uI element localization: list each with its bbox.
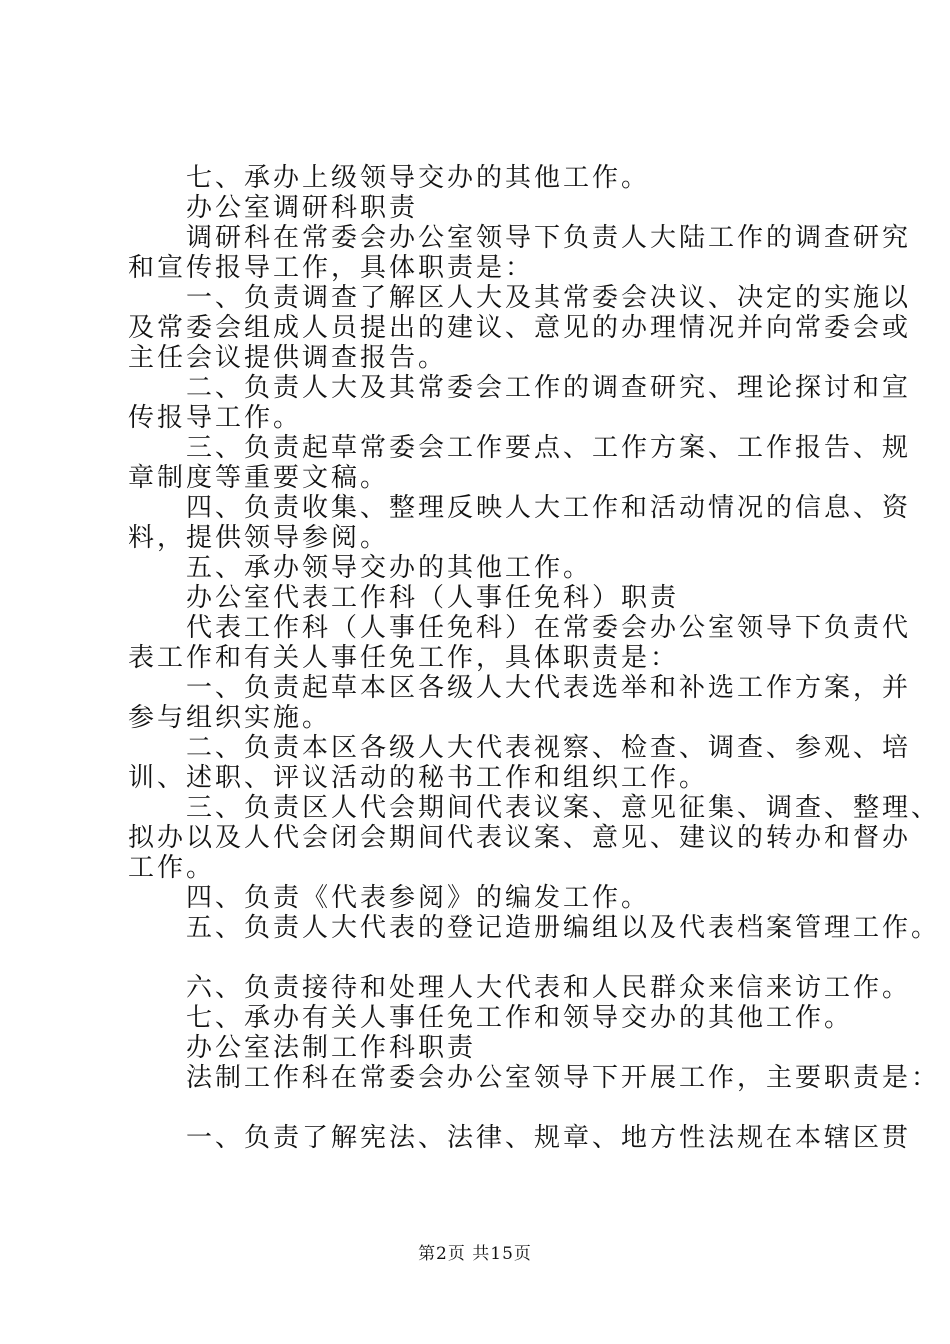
text-line: 工作。 xyxy=(128,853,216,883)
text-line: 表工作和有关人事任免工作，具体职责是： xyxy=(128,643,680,673)
text-line: 和宣传报导工作，具体职责是： xyxy=(128,253,535,283)
text-line: 二、负责本区各级人大代表视察、检查、调查、参观、培 xyxy=(128,733,912,763)
document-body xyxy=(128,163,941,1153)
text-line: 传报导工作。 xyxy=(128,403,303,433)
text-line: 三、负责起草常委会工作要点、工作方案、工作报告、规 xyxy=(128,433,912,463)
text-line: 料，提供领导参阅。 xyxy=(128,523,390,553)
text-line: 五、承办领导交办的其他工作。 xyxy=(128,553,593,583)
text-line: 拟办以及人代会闭会期间代表议案、意见、建议的转办和督办 xyxy=(128,823,912,853)
text-line: 四、负责收集、整理反映人大工作和活动情况的信息、资 xyxy=(128,493,912,523)
text-line: 五、负责人大代表的登记造册编组以及代表档案管理工作。 xyxy=(128,913,941,943)
text-line: 代表工作科（人事任免科）在常委会办公室领导下负责代 xyxy=(128,613,912,643)
text-line: 调研科在常委会办公室领导下负责人大陆工作的调查研究 xyxy=(128,223,912,253)
text-line: 一、负责了解宪法、法律、规章、地方性法规在本辖区贯 xyxy=(128,1123,912,1153)
section-heading: 办公室法制工作科职责 xyxy=(128,1033,477,1063)
text-line: 一、负责起草本区各级人大代表选举和补选工作方案，并 xyxy=(128,673,912,703)
blank-line xyxy=(128,1093,858,1123)
text-line: 及常委会组成人员提出的建议、意见的办理情况并向常委会或 xyxy=(128,313,912,343)
text-line: 训、述职、评议活动的秘书工作和组织工作。 xyxy=(128,763,709,793)
text-line: 章制度等重要文稿。 xyxy=(128,463,390,493)
text-line: 法制工作科在常委会办公室领导下开展工作，主要职责是： xyxy=(128,1063,941,1093)
text-line: 一、负责调查了解区人大及其常委会决议、决定的实施以 xyxy=(128,283,912,313)
text-line: 七、承办有关人事任免工作和领导交办的其他工作。 xyxy=(128,1003,854,1033)
text-line: 参与组织实施。 xyxy=(128,703,332,733)
text-line: 四、负责《代表参阅》的编发工作。 xyxy=(128,883,651,913)
section-heading: 办公室调研科职责 xyxy=(128,193,419,223)
text-line: 主任会议提供调查报告。 xyxy=(128,343,448,373)
page-number-footer: 第2页 共15页 xyxy=(418,1244,532,1264)
text-line: 六、负责接待和处理人大代表和人民群众来信来访工作。 xyxy=(128,973,912,1003)
blank-line xyxy=(128,943,858,973)
text-line: 三、负责区人代会期间代表议案、意见征集、调查、整理、 xyxy=(128,793,941,823)
text-line: 二、负责人大及其常委会工作的调查研究、理论探讨和宣 xyxy=(128,373,912,403)
text-line: 七、承办上级领导交办的其他工作。 xyxy=(128,163,651,193)
section-heading: 办公室代表工作科（人事任免科）职责 xyxy=(128,583,680,613)
